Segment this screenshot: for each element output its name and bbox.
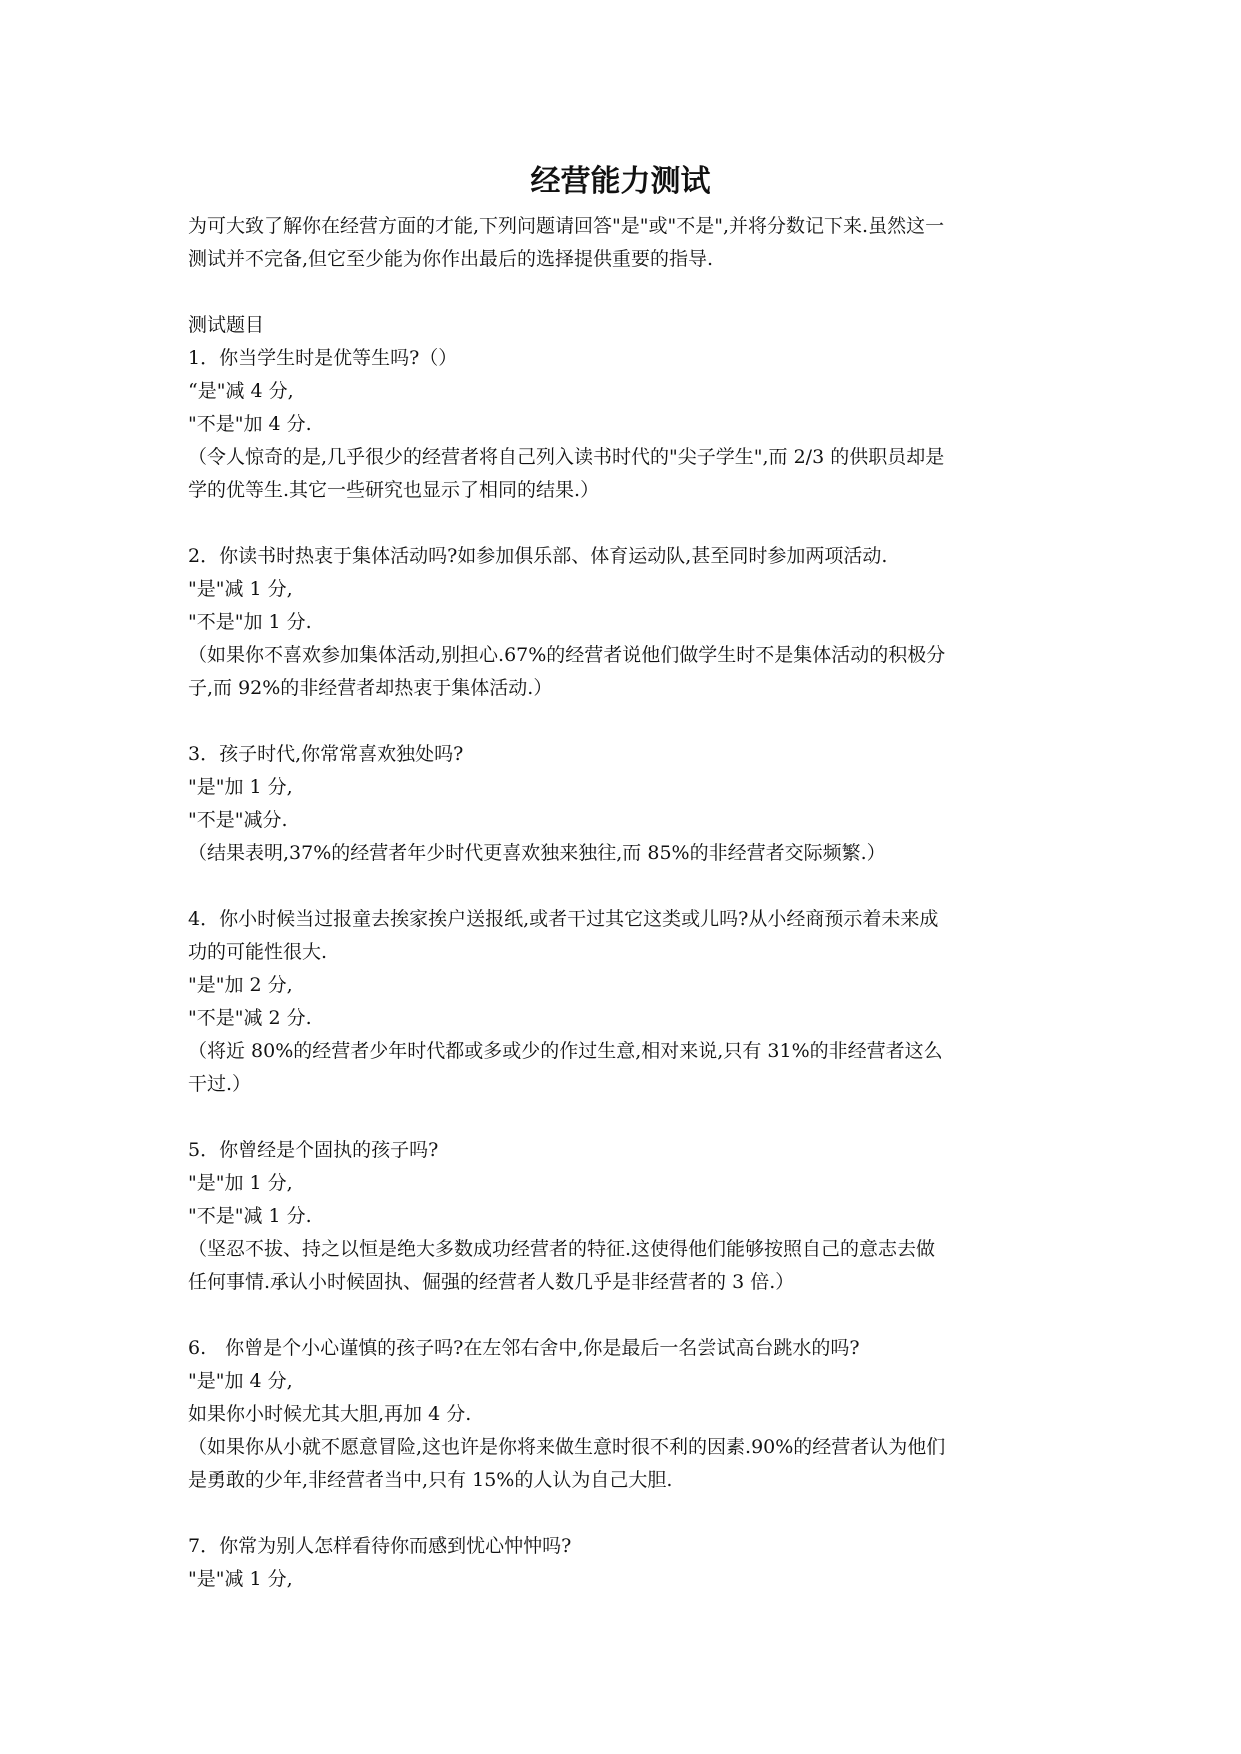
answer-line: "不是"减 1 分.: [188, 1205, 312, 1227]
spacer: [188, 870, 1058, 903]
note-line: （结果表明,37%的经营者年少时代更喜欢独来独往,而 85%的非经营者交际频繁.）: [188, 842, 886, 864]
question-text: 7．你常为别人怎样看待你而感到忧心忡忡吗?: [188, 1535, 572, 1557]
spacer: [188, 276, 1058, 309]
answer-line: "不是"减分.: [188, 809, 288, 831]
question-block: [188, 540, 1058, 705]
question-text: 5．你曾经是个固执的孩子吗?: [188, 1139, 439, 1161]
answer-line: "是"减 1 分,: [188, 1568, 293, 1590]
page-title: 经营能力测试: [530, 164, 711, 199]
question-text: 4．你小时候当过报童去挨家挨户送报纸,或者干过其它这类或儿吗?从小经商预示着未来成: [188, 908, 939, 930]
question-block: [188, 1134, 1058, 1299]
question-block: [188, 1530, 1058, 1596]
answer-line: "是"加 1 分,: [188, 1172, 293, 1194]
intro-line: 为可大致了解你在经营方面的才能,下列问题请回答"是"或"不是",并将分数记下来.虽然这一: [188, 215, 945, 237]
question-block: [188, 1332, 1058, 1497]
question-block: [188, 342, 1058, 507]
answer-line: 如果你小时候尤其大胆,再加 4 分.: [188, 1403, 472, 1425]
spacer: [188, 1101, 1058, 1134]
note-line: 干过.）: [188, 1073, 252, 1095]
spacer: [188, 705, 1058, 738]
answer-line: "不是"加 4 分.: [188, 413, 312, 435]
spacer: [188, 1497, 1058, 1530]
note-line: 子,而 92%的非经营者却热衷于集体活动.）: [188, 677, 553, 699]
answer-line: “是"减 4 分,: [188, 380, 294, 402]
section-heading: 测试题目: [188, 314, 265, 336]
note-line: 任何事情.承认小时候固执、倔强的经营者人数几乎是非经营者的 3 倍.）: [188, 1271, 795, 1293]
question-block: [188, 738, 1058, 870]
spacer: [188, 507, 1058, 540]
note-line: （令人惊奇的是,几乎很少的经营者将自己列入读书时代的"尖子学生",而 2/3 的供职员却是: [188, 446, 945, 468]
question-text: 6. 你曾是个小心谨慎的孩子吗?在左邻右舍中,你是最后一名尝试高台跳水的吗?: [188, 1337, 860, 1359]
answer-line: "不是"加 1 分.: [188, 611, 312, 633]
question-block: [188, 903, 1058, 1101]
answer-line: "是"加 4 分,: [188, 1370, 293, 1392]
question-text: 1．你当学生时是优等生吗?（）: [188, 347, 458, 369]
answer-line: "不是"减 2 分.: [188, 1007, 312, 1029]
note-line: （如果你从小就不愿意冒险,这也许是你将来做生意时很不利的因素.90%的经营者认为他们: [188, 1436, 946, 1458]
question-text: 3．孩子时代,你常常喜欢独处吗?: [188, 743, 464, 765]
note-line: （如果你不喜欢参加集体活动,别担心.67%的经营者说他们做学生时不是集体活动的积极分: [188, 644, 946, 666]
answer-line: "是"加 1 分,: [188, 776, 293, 798]
note-line: （坚忍不拔、持之以恒是绝大多数成功经营者的特征.这使得他们能够按照自己的意志去做: [188, 1238, 936, 1260]
intro-line: 测试并不完备,但它至少能为你作出最后的选择提供重要的指导.: [188, 248, 714, 270]
note-line: 学的优等生.其它一些研究也显示了相同的结果.）: [188, 479, 600, 501]
question-text: 2．你读书时热衷于集体活动吗?如参加俱乐部、体育运动队,甚至同时参加两项活动.: [188, 545, 888, 567]
document-body: [188, 210, 1058, 1596]
answer-line: "是"加 2 分,: [188, 974, 293, 996]
note-line: 是勇敢的少年,非经营者当中,只有 15%的人认为自己大胆.: [188, 1469, 673, 1491]
spacer: [188, 1299, 1058, 1332]
answer-line: "是"减 1 分,: [188, 578, 293, 600]
note-line: （将近 80%的经营者少年时代都或多或少的作过生意,相对来说,只有 31%的非经营者这么: [188, 1040, 943, 1062]
question-text: 功的可能性很大.: [188, 941, 328, 963]
